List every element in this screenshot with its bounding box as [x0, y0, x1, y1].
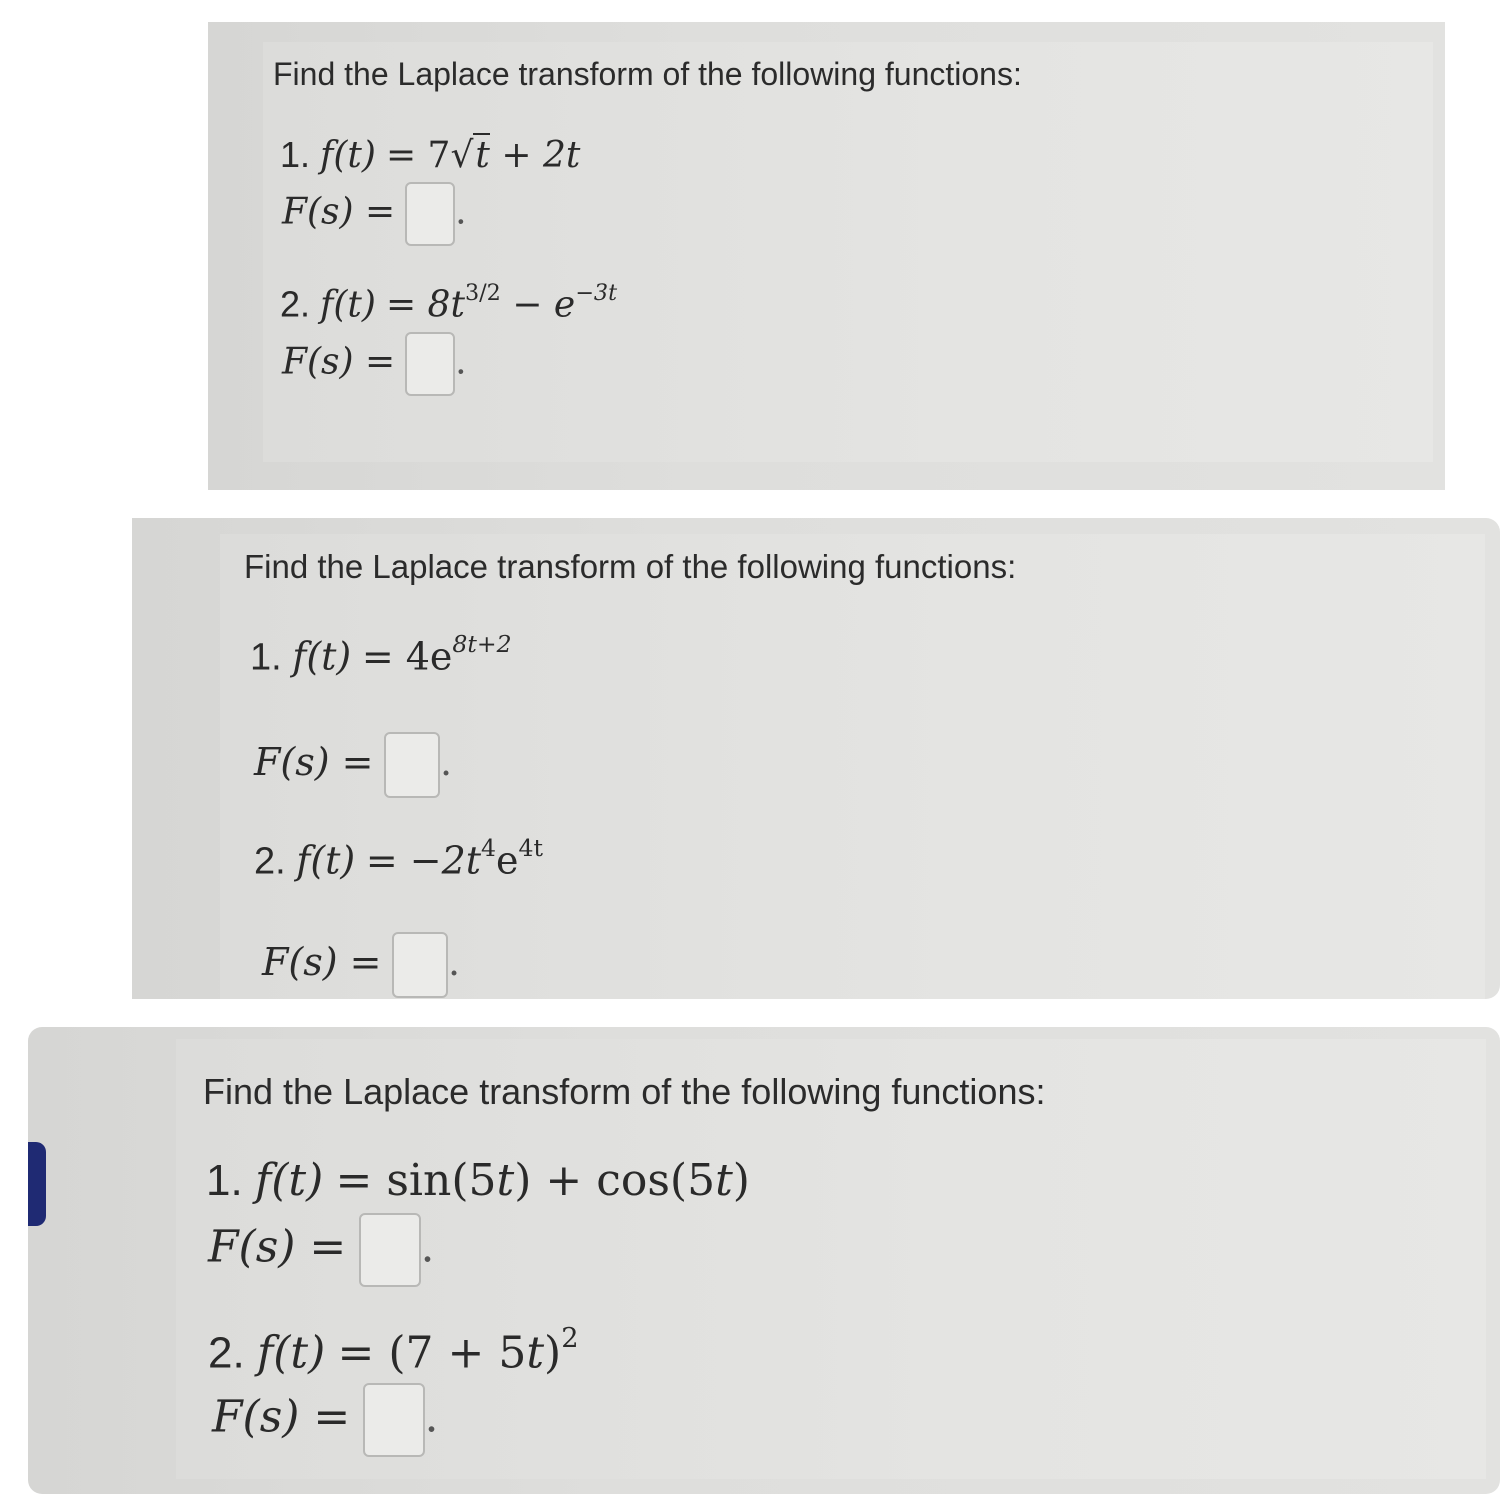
function-rhs-part: )	[544, 1327, 562, 1379]
problem-panel-3	[28, 1027, 1500, 1494]
problem-2-answer-row	[212, 1383, 439, 1457]
panel-heading: Find the Laplace transform of the following functions:	[203, 1071, 1046, 1112]
problem-1-answer-row	[254, 732, 452, 798]
function-variable: t	[715, 1155, 733, 1206]
problem-panel-1	[208, 22, 1445, 490]
function-rhs-part: + 2t	[489, 135, 581, 176]
answer-label: F(s) =	[212, 1391, 351, 1443]
answer-period: .	[448, 940, 461, 985]
function-lhs: f(t)	[320, 135, 376, 176]
problem-2-statement	[280, 280, 617, 326]
answer-label: F(s) =	[208, 1221, 347, 1273]
exponent: 4	[481, 834, 497, 862]
sqrt-radicand: t	[475, 135, 490, 176]
problem-1-statement	[206, 1155, 750, 1206]
problem-2-statement	[208, 1323, 579, 1378]
problem-2-statement	[254, 834, 543, 884]
function-lhs: f(t)	[256, 1327, 326, 1379]
exponent: −3t	[575, 280, 618, 306]
function-lhs: f(t)	[254, 1155, 324, 1206]
exponent: 3/2	[464, 280, 501, 306]
answer-period: .	[424, 1391, 439, 1443]
problem-1-answer-row	[208, 1213, 435, 1287]
problem-panel-2	[132, 518, 1500, 999]
sqrt-symbol: √	[450, 135, 474, 176]
answer-label: F(s) =	[282, 191, 396, 233]
problem-number: 2.	[280, 283, 311, 325]
function-rhs-part: )	[732, 1155, 750, 1206]
function-rhs-part: = sin(5	[335, 1155, 497, 1206]
problem-1-answer-row	[282, 182, 467, 246]
answer-input-box[interactable]	[392, 932, 448, 998]
answer-input-box[interactable]	[363, 1383, 425, 1457]
function-lhs: f(t)	[320, 284, 376, 326]
function-rhs-part: = 4e	[361, 634, 453, 679]
answer-period: .	[420, 1221, 435, 1273]
answer-period: .	[455, 341, 467, 383]
function-rhs-part: = −2t	[365, 838, 482, 883]
problem-number: 2.	[254, 840, 286, 883]
answer-label: F(s) =	[262, 940, 382, 985]
function-rhs-part: ) + cos(5	[514, 1155, 716, 1206]
answer-period: .	[440, 740, 453, 785]
problem-2-answer-row	[262, 932, 460, 998]
exponent: 8t+2	[452, 630, 512, 658]
answer-label: F(s) =	[282, 341, 396, 383]
answer-input-box[interactable]	[405, 182, 455, 246]
answer-input-box[interactable]	[384, 732, 440, 798]
edge-tab	[28, 1142, 46, 1226]
panel-content-area	[263, 42, 1433, 462]
exponent: 4t	[518, 834, 543, 862]
problem-2-answer-row	[282, 332, 467, 396]
panel-heading: Find the Laplace transform of the following functions:	[273, 56, 1022, 92]
problem-1-statement	[280, 134, 580, 176]
panel-heading: Find the Laplace transform of the following functions:	[244, 548, 1017, 585]
function-variable: t	[496, 1155, 515, 1206]
problem-number: 1.	[206, 1156, 243, 1205]
problem-number: 1.	[250, 636, 282, 679]
problem-1-statement	[250, 630, 512, 680]
answer-input-box[interactable]	[359, 1213, 421, 1287]
answer-input-box[interactable]	[405, 332, 455, 396]
function-rhs-part: − e	[500, 284, 576, 326]
exponent: 2	[561, 1323, 579, 1354]
function-lhs: f(t)	[296, 838, 356, 883]
problem-number: 1.	[280, 134, 311, 175]
problem-number: 2.	[208, 1328, 245, 1378]
function-variable: t	[526, 1327, 545, 1379]
answer-label: F(s) =	[254, 740, 374, 785]
function-rhs-part: e	[496, 838, 519, 883]
function-rhs-part: = 7	[385, 135, 451, 176]
function-rhs-part: = (7 + 5	[337, 1327, 527, 1379]
function-lhs: f(t)	[292, 634, 352, 679]
answer-period: .	[455, 191, 467, 233]
function-rhs-part: = 8t	[385, 284, 465, 326]
